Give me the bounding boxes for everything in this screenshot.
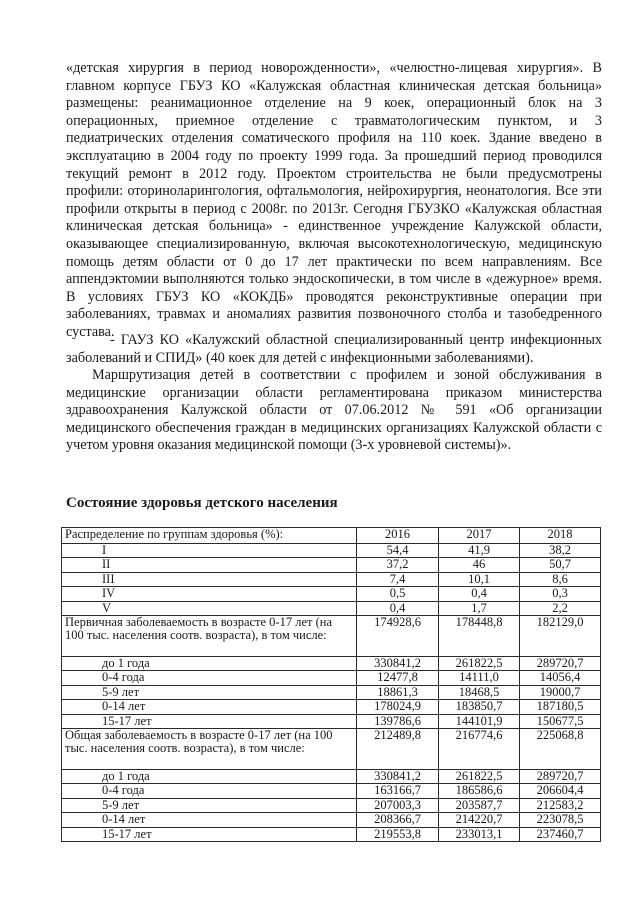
cell-value: 54,4 — [357, 544, 439, 558]
table-row — [62, 714, 601, 728]
row-label: 0-14 лет — [62, 813, 357, 827]
row-label: Общая заболеваемость в возрасте 0-17 лет (на 100 тыс. населения соотв. возраста), в том числе: — [62, 729, 357, 770]
cell-value: 178448,8 — [439, 616, 520, 657]
cell-value: 144101,9 — [439, 714, 520, 728]
row-label: II — [62, 558, 357, 572]
row-label: I — [62, 544, 357, 558]
cell-value: 14111,0 — [439, 671, 520, 685]
cell-value: 233013,1 — [439, 827, 520, 841]
cell-value: 289720,7 — [520, 657, 601, 671]
header-year-2016: 2016 — [357, 528, 439, 544]
cell-value: 261822,5 — [439, 657, 520, 671]
row-label: 15-17 лет — [62, 827, 357, 841]
cell-value: 182129,0 — [520, 616, 601, 657]
cell-value: 214220,7 — [439, 813, 520, 827]
table-row — [62, 544, 601, 558]
row-label: 15-17 лет — [62, 714, 357, 728]
cell-value: 178024,9 — [357, 700, 439, 714]
cell-value: 1,7 — [439, 601, 520, 615]
cell-value: 208366,7 — [357, 813, 439, 827]
table-row — [62, 813, 601, 827]
table-row — [62, 587, 601, 601]
row-label: 0-4 года — [62, 784, 357, 798]
cell-value: 19000,7 — [520, 685, 601, 699]
cell-value: 187180,5 — [520, 700, 601, 714]
cell-value: 18861,3 — [357, 685, 439, 699]
table-row — [62, 700, 601, 714]
section-heading: Состояние здоровья детского населения — [66, 495, 338, 511]
row-label: до 1 года — [62, 657, 357, 671]
cell-value: 18468,5 — [439, 685, 520, 699]
cell-value: 0,5 — [357, 587, 439, 601]
row-label: IV — [62, 587, 357, 601]
cell-value: 163166,7 — [357, 784, 439, 798]
table-row — [62, 784, 601, 798]
table-row — [62, 558, 601, 572]
cell-value: 46 — [439, 558, 520, 572]
cell-value: 261822,5 — [439, 770, 520, 784]
table-row — [62, 601, 601, 615]
cell-value: 203587,7 — [439, 798, 520, 812]
cell-value: 330841,2 — [357, 657, 439, 671]
row-label: V — [62, 601, 357, 615]
paragraph-hospital-description: «детская хирургия в период новорожденности», «челюстно-лицевая хирургия». В главном корпусе ГБУЗ КО «Калужская областная клиническая детская больница» размещены: реанимационное отделение на 9 коек, операционный блок на 3 операционных, приемное отделение с травматологическим пунктом, и 3 педиатрических отделения соматического профиля на 110 коек. Здание введено в эксплуатацию в 2004 году по проекту 1999 года. За прошедший период проводился текущий ремонт в 2012 году. Проектом строительства не были предусмотрены профили: оториноларингология, офтальмология, нейрохирургия, неонатология. Все эти профили открыты в период с 2008г. по 2013г. Сегодня ГБУЗКО «Калужская областная клиническая детская больница» - единственное учреждение Калужской области, оказывающее специализированную, включая высокотехнологическую, медицинскую помощь детям области от 0 до 17 лет практически по всем направлениям. Все аппендэктомии выполняются только эндоскопически, в том числе в «дежурное» время. В условиях ГБУЗ КО «КОКДБ» проводятся реконструктивные операции при заболеваниях, травмах и аномалиях развития позвоночного столба и тазобедренного сустава. — [66, 60, 602, 340]
cell-value: 14056,4 — [520, 671, 601, 685]
cell-value: 8,6 — [520, 572, 601, 586]
cell-value: 0,4 — [357, 601, 439, 615]
cell-value: 0,4 — [439, 587, 520, 601]
table-row — [62, 770, 601, 784]
cell-value: 2,2 — [520, 601, 601, 615]
cell-value: 212489,8 — [357, 729, 439, 770]
paragraph-infection-center: - ГАУЗ КО «Калужский областной специализированный центр инфекционных заболеваний и СПИД» (40 коек для детей с инфекционными заболеваниями). — [66, 332, 602, 366]
row-label: 0-14 лет — [62, 700, 357, 714]
cell-value: 186586,6 — [439, 784, 520, 798]
row-label: III — [62, 572, 357, 586]
cell-value: 330841,2 — [357, 770, 439, 784]
cell-value: 139786,6 — [357, 714, 439, 728]
row-label: 5-9 лет — [62, 685, 357, 699]
row-label: до 1 года — [62, 770, 357, 784]
cell-value: 206604,4 — [520, 784, 601, 798]
cell-value: 38,2 — [520, 544, 601, 558]
cell-value: 212583,2 — [520, 798, 601, 812]
cell-value: 0,3 — [520, 587, 601, 601]
table-header-row — [62, 528, 601, 544]
paragraph-routing-order: Маршрутизация детей в соответствии с профилем и зоной обслуживания в медицинские организации области регламентирована приказом министерства здравоохранения Калужской области от 07.06.2012 № 591 «Об организации медицинского обеспечения граждан в медицинских организациях Калужской области с учетом уровня оказания медицинской помощи (3-х уровневой системы)». — [66, 367, 602, 454]
cell-value: 41,9 — [439, 544, 520, 558]
row-label: Первичная заболеваемость в возрасте 0-17 лет (на 100 тыс. населения соотв. возраста), в том числе: — [62, 616, 357, 657]
header-year-2018: 2018 — [520, 528, 601, 544]
row-label: 0-4 года — [62, 671, 357, 685]
cell-value: 289720,7 — [520, 770, 601, 784]
cell-value: 12477,8 — [357, 671, 439, 685]
cell-value: 10,1 — [439, 572, 520, 586]
cell-value: 7,4 — [357, 572, 439, 586]
table-row — [62, 657, 601, 671]
cell-value: 216774,6 — [439, 729, 520, 770]
cell-value: 223078,5 — [520, 813, 601, 827]
cell-value: 174928,6 — [357, 616, 439, 657]
row-label: 5-9 лет — [62, 798, 357, 812]
cell-value: 219553,8 — [357, 827, 439, 841]
cell-value: 237460,7 — [520, 827, 601, 841]
cell-value: 50,7 — [520, 558, 601, 572]
cell-value: 150677,5 — [520, 714, 601, 728]
table-row — [62, 616, 601, 657]
cell-value: 225068,8 — [520, 729, 601, 770]
table-row — [62, 671, 601, 685]
table-row — [62, 572, 601, 586]
cell-value: 207003,3 — [357, 798, 439, 812]
health-statistics-table — [61, 527, 601, 842]
table-row — [62, 827, 601, 841]
cell-value: 183850,7 — [439, 700, 520, 714]
cell-value: 37,2 — [357, 558, 439, 572]
header-year-2017: 2017 — [439, 528, 520, 544]
table-row — [62, 729, 601, 770]
table-row — [62, 798, 601, 812]
header-label: Распределение по группам здоровья (%): — [62, 528, 357, 544]
table-row — [62, 685, 601, 699]
